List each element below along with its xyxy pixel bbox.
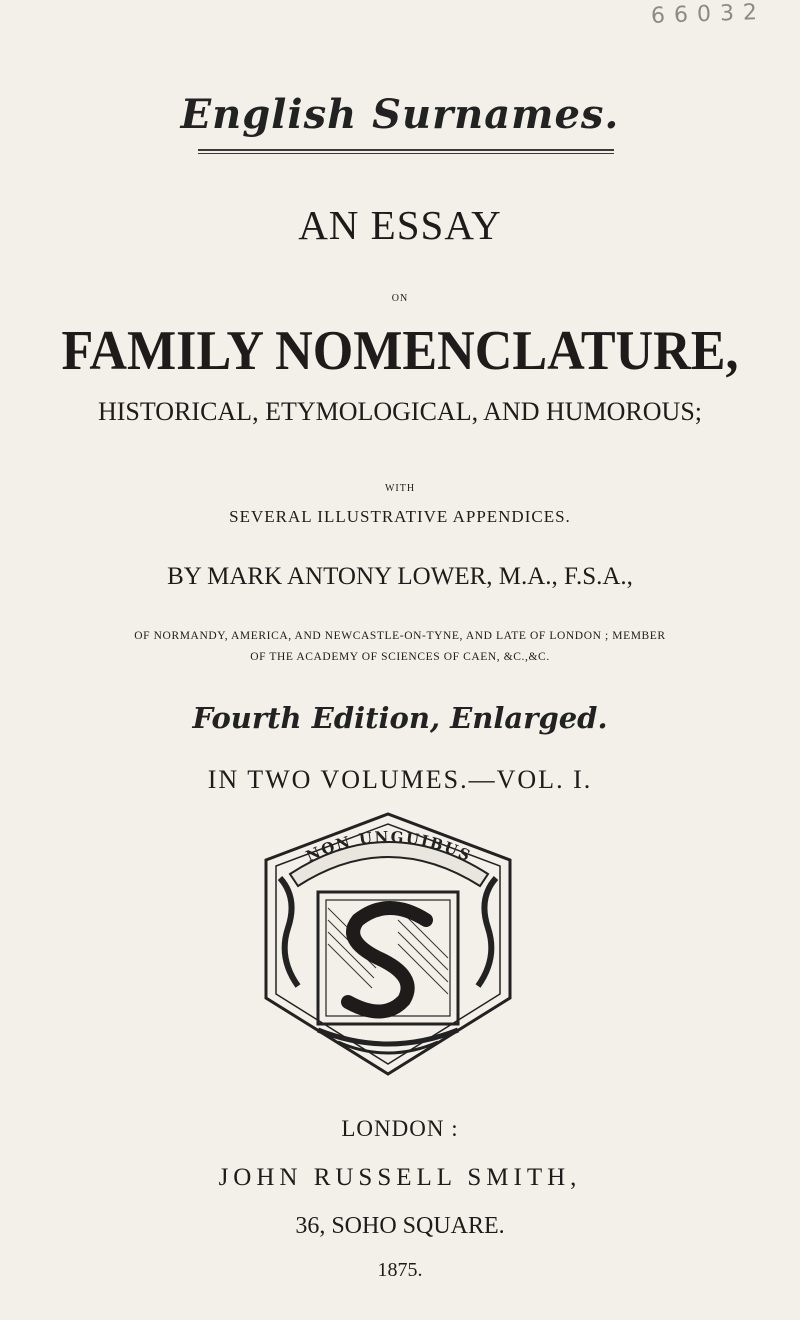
- volumes-line: IN TWO VOLUMES.—VOL. I.: [207, 765, 593, 794]
- title-rule-bottom: [198, 153, 614, 154]
- emblem-motto: NON UNGUIBUS: [303, 827, 475, 866]
- on-label: ON: [391, 293, 409, 304]
- imprint-publisher: JOHN RUSSELL SMITH,: [218, 1164, 582, 1191]
- publisher-emblem-icon: [258, 808, 518, 1080]
- shelfmark: 6 6 0 3 2: [650, 0, 759, 29]
- half-title: English Surnames.: [180, 91, 620, 138]
- imprint-address: 36, SOHO SQUARE.: [295, 1213, 505, 1239]
- edition-line: Fourth Edition, Enlarged.: [192, 701, 608, 735]
- title-rule-top: [198, 149, 614, 151]
- affiliation-line-1: OF NORMANDY, AMERICA, AND NEWCASTLE-ON-TYNE, AND LATE OF LONDON ; MEMBER: [134, 630, 666, 642]
- author-line: BY MARK ANTONY LOWER, M.A., F.S.A.,: [167, 563, 633, 590]
- essay-heading: AN ESSAY: [298, 202, 502, 248]
- main-title: FAMILY NOMENCLATURE,: [61, 320, 739, 382]
- affiliation-line-2: OF THE ACADEMY OF SCIENCES OF CAEN, &C.,&C.: [250, 651, 550, 663]
- with-label: WITH: [384, 483, 416, 494]
- subtitle: HISTORICAL, ETYMOLOGICAL, AND HUMOROUS;: [97, 397, 703, 426]
- imprint-place: LONDON :: [341, 1116, 459, 1141]
- appendices-line: SEVERAL ILLUSTRATIVE APPENDICES.: [229, 507, 571, 526]
- imprint-year: 1875.: [377, 1259, 423, 1281]
